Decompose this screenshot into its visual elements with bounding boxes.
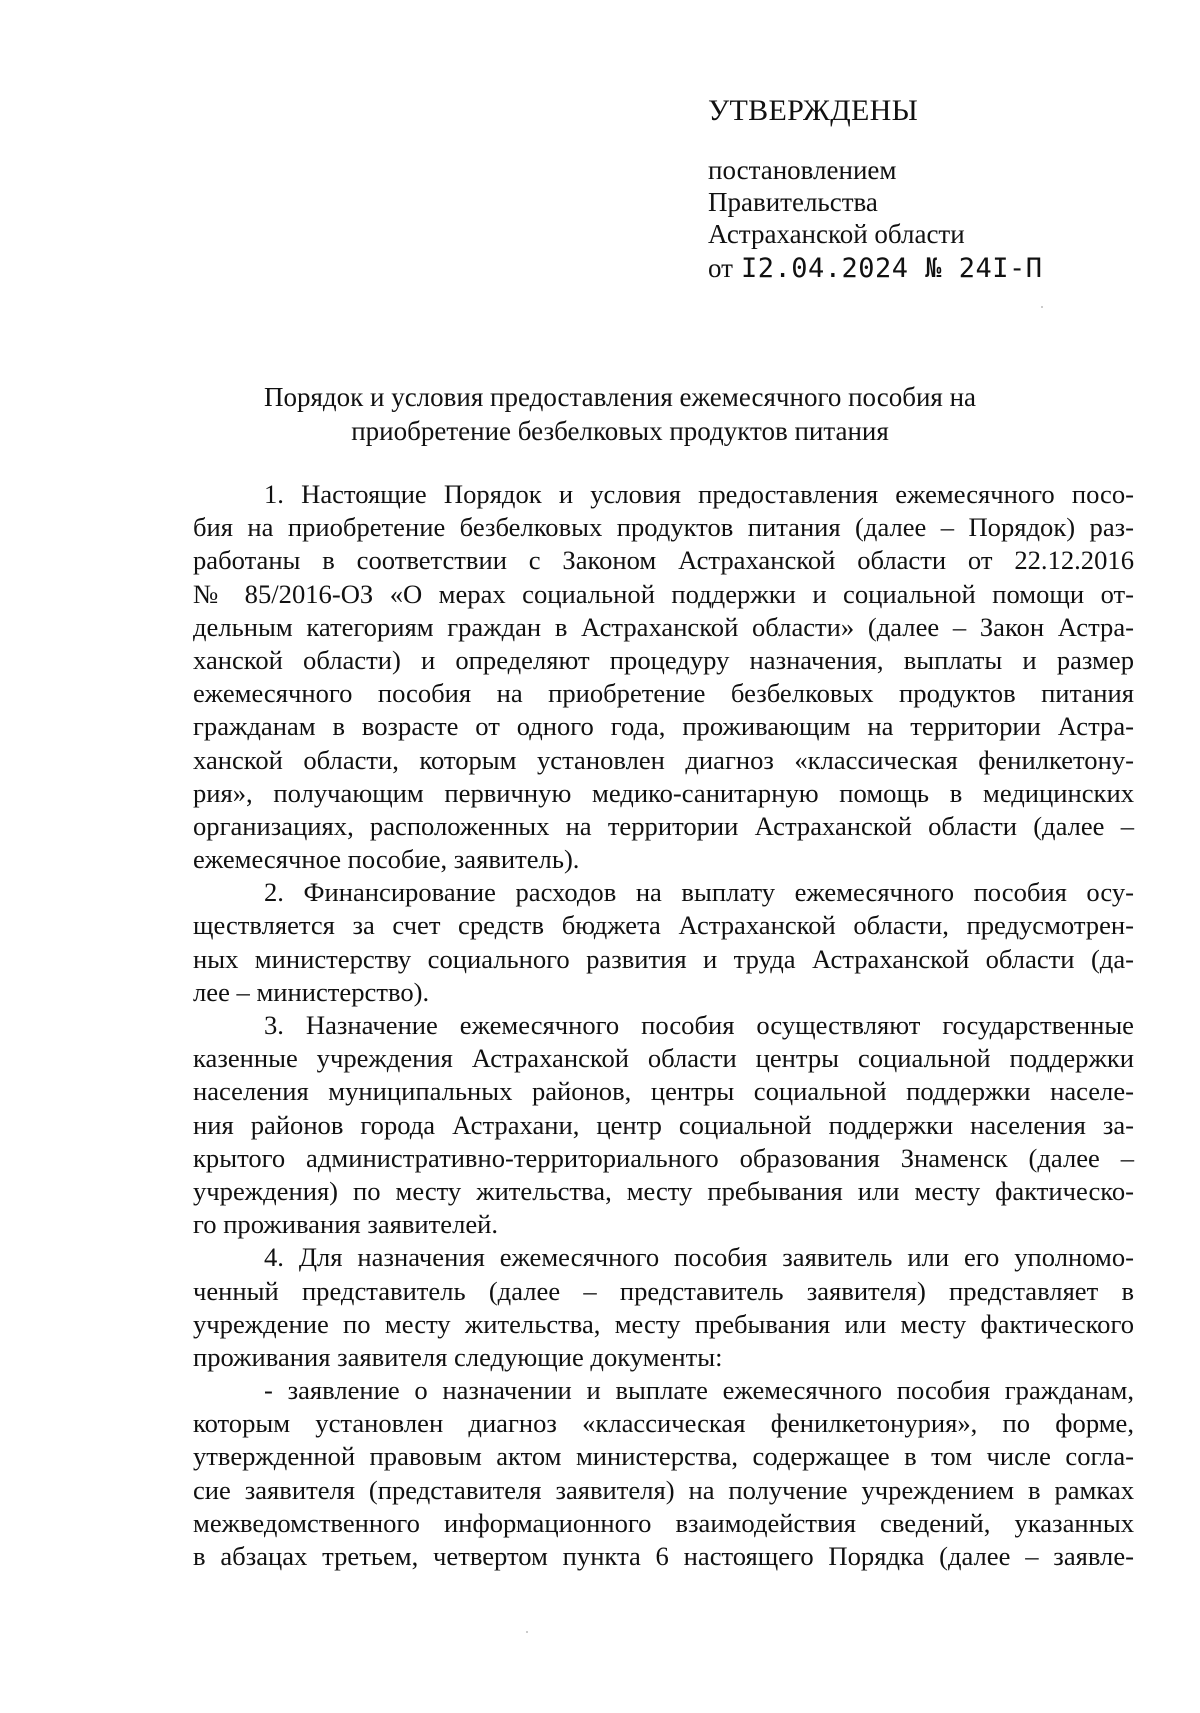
text-line: крытого административно-территориального образования Знаменск (далее – [193, 1142, 1134, 1173]
text-line: учреждение по месту жительства, месту пребывания или месту фактического [193, 1308, 1134, 1339]
text-line: бия на приобретение безбелковых продуктов питания (далее – Порядок) раз- [193, 512, 1134, 543]
approval-date-prefix: от [708, 253, 733, 283]
document-title [190, 380, 1050, 448]
text-line: ежемесячное пособие, заявитель). [193, 844, 580, 875]
scan-speck [526, 1631, 528, 1633]
text-line: работаны в соответствии с Законом Астраханской области от 22.12.2016 [193, 545, 1134, 576]
document-title-line-1: Порядок и условия предоставления ежемесячного пособия на [263, 382, 977, 412]
text-line: ченный представитель (далее – представитель заявителя) представляет в [193, 1275, 1134, 1306]
text-line: ханской области) и определяют процедуру назначения, выплаты и размер [193, 644, 1134, 675]
text-line: ных министерству социального развития и труда Астраханской области (да- [193, 943, 1134, 974]
text-line: казенные учреждения Астраханской области центры социальной поддержки [193, 1043, 1134, 1074]
paragraph-2 [193, 876, 1134, 1009]
paragraph-5-list-item [193, 1374, 1134, 1573]
text-line: гражданам в возрасте от одного года, проживающим на территории Астра- [193, 711, 1134, 742]
approval-date-line [708, 252, 1128, 285]
text-line: лее – министерство). [193, 976, 430, 1007]
document-body [193, 478, 1134, 1573]
paragraph-3 [193, 1009, 1134, 1241]
text-line: 2. Финансирование расходов на выплату ежемесячного пособия осу- [264, 877, 1134, 908]
text-line: № 85/2016-ОЗ «О мерах социальной поддержки и социальной помощи от- [193, 578, 1134, 609]
approval-line-region: Астраханской области [708, 219, 965, 249]
text-line: ежемесячного пособия на приобретение безбелковых продуктов питания [193, 678, 1134, 709]
approval-block [708, 96, 1128, 285]
text-line: дельным категориям граждан в Астраханской области» (далее – Закон Астра- [193, 611, 1134, 642]
text-line: проживания заявителя следующие документы: [193, 1341, 723, 1372]
text-line: 1. Настоящие Порядок и условия предоставления ежемесячного посо- [264, 479, 1134, 509]
text-line: которым установлен диагноз «классическая фенилкетонурия», по форме, [193, 1408, 1134, 1439]
text-line: 4. Для назначения ежемесячного пособия заявитель или его уполномо- [264, 1242, 1134, 1273]
approval-line-resolution: постановлением [708, 155, 897, 185]
paragraph-4 [193, 1241, 1134, 1374]
text-line: рия», получающим первичную медико-санитарную помощь в медицинских [193, 777, 1134, 808]
text-line: го проживания заявителей. [193, 1209, 499, 1240]
text-line: организациях, расположенных на территории Астраханской области (далее – [193, 810, 1134, 841]
text-line: сие заявителя (представителя заявителя) на получение учреждением в рамках [193, 1474, 1134, 1505]
approval-heading: УТВЕРЖДЕНЫ [708, 94, 919, 127]
text-line: 3. Назначение ежемесячного пособия осуществляют государственные [264, 1010, 1134, 1040]
text-line: ния районов города Астрахани, центр социальной поддержки населения за- [193, 1109, 1134, 1140]
text-line: утвержденной правовым актом министерства, содержащее в том числе согла- [193, 1441, 1134, 1472]
scan-speck [1041, 306, 1043, 308]
paragraph-1 [193, 478, 1134, 876]
document-title-line-2: приобретение безбелковых продуктов питания [351, 416, 889, 446]
text-line: ществляется за счет средств бюджета Астраханской области, предусмотрен- [193, 910, 1134, 941]
text-line: учреждения) по месту жительства, месту пребывания или месту фактическо- [193, 1175, 1134, 1206]
text-line: межведомственного информационного взаимодействия сведений, указанных [193, 1507, 1134, 1538]
approval-line-government: Правительства [708, 187, 878, 217]
text-line: в абзацах третьем, четвертом пункта 6 настоящего Порядка (далее – заявле- [193, 1541, 1134, 1571]
text-line: населения муниципальных районов, центры социальной поддержки населе- [193, 1076, 1134, 1107]
text-line: ханской области, которым установлен диагноз «классическая фенилкетону- [193, 744, 1134, 775]
approval-date-stamp: I2.04.2024 № 24I-П [740, 253, 1043, 284]
text-line: - заявление о назначении и выплате ежемесячного пособия гражданам, [264, 1375, 1134, 1406]
